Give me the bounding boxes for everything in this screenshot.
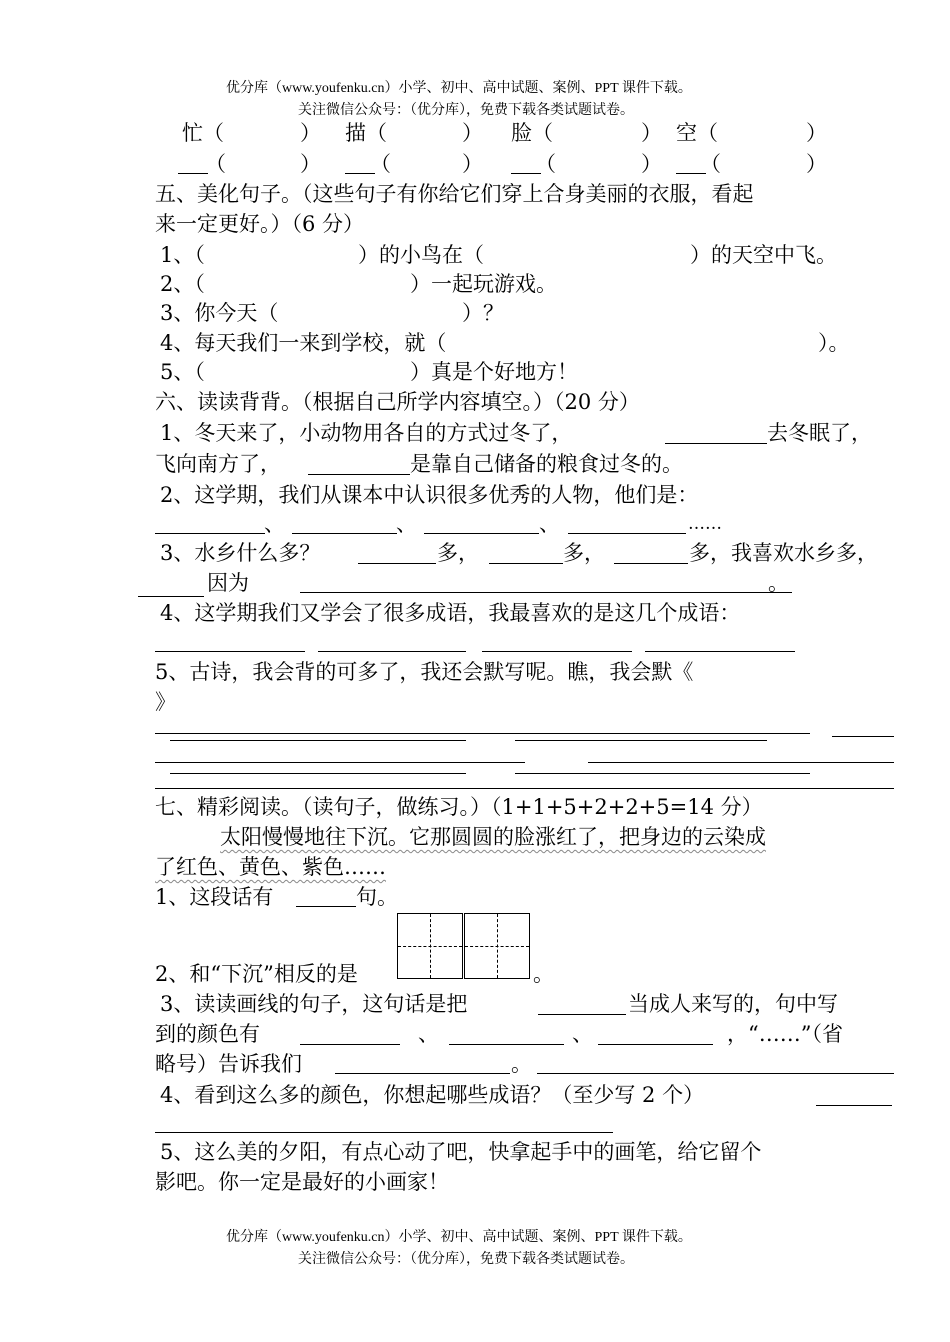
- blank-line[interactable]: [155, 762, 525, 763]
- blank-line[interactable]: [489, 563, 563, 564]
- q-text: ）一起玩游戏。: [410, 272, 557, 296]
- blank-line[interactable]: [537, 1073, 894, 1074]
- s7-q4-text: 4、看到这么多的颜色，你想起哪些成语？（至少写 2 个）: [160, 1083, 705, 1107]
- blank-line[interactable]: [568, 533, 686, 534]
- blank-line[interactable]: [665, 443, 767, 444]
- s7-q1-text: 句。: [356, 885, 398, 909]
- paren-close: ）: [462, 152, 483, 176]
- word-close: ）: [641, 121, 662, 145]
- s6-q3-text: 3、水乡什么多？: [160, 541, 321, 565]
- q-text: 4、每天我们一来到学校，就（: [160, 331, 447, 355]
- q-text: 1、（: [160, 243, 205, 267]
- s7-q5-text: 5、这么美的夕阳，有点心动了吧，快拿起手中的画笔，给它留个: [160, 1140, 762, 1164]
- s6-q1-text: 飞向南方了，: [155, 452, 281, 476]
- blank-line[interactable]: [449, 1044, 564, 1045]
- blank-line[interactable]: [515, 773, 810, 774]
- q-text: 2、（: [160, 272, 205, 296]
- word-close: ）: [806, 121, 827, 145]
- s7-q3-text: 当成人来写的，句中写: [628, 992, 838, 1016]
- word-close: ）: [300, 121, 321, 145]
- passage-line-1: 太阳慢慢地往下沉。它那圆圆的脸涨红了，把身边的云染成: [220, 825, 766, 849]
- blank-line[interactable]: [816, 1105, 892, 1106]
- blank-line[interactable]: [155, 733, 810, 734]
- paren-close: ）: [806, 152, 827, 176]
- s6-q1-text: 1、冬天来了，小动物用各自的方式过冬了，: [160, 421, 573, 445]
- passage-line-2: 了红色、黄色、紫色……: [155, 855, 386, 879]
- separator: 、: [539, 512, 560, 536]
- word-miao: 描（: [345, 121, 387, 145]
- paren-open: （: [205, 152, 226, 176]
- s7-q3-text: 。: [511, 1052, 532, 1076]
- blank-line[interactable]: [300, 1044, 400, 1045]
- section-5-title: 五、美化句子。（这些句子有你给它们穿上合身美丽的衣服，看起: [155, 182, 754, 206]
- q-text: ）。: [818, 331, 850, 355]
- blank-line[interactable]: [155, 1132, 613, 1133]
- writing-grid-cell-2[interactable]: [464, 913, 530, 979]
- footer-line-2: 关注微信公众号：（优分库），免费下载各类试题试卷。: [298, 1252, 634, 1267]
- word-mang: 忙（: [182, 121, 224, 145]
- blank-line[interactable]: [598, 1044, 713, 1045]
- paren-open: （: [370, 152, 391, 176]
- blank-line[interactable]: [318, 651, 466, 652]
- s6-q3-text: 多，: [437, 541, 479, 565]
- word-kong: 空（: [676, 121, 718, 145]
- ellipsis: ……: [688, 514, 722, 534]
- blank-line[interactable]: [155, 533, 265, 534]
- paren-open: （: [700, 152, 721, 176]
- separator: 、: [264, 512, 285, 536]
- separator: 、: [396, 512, 417, 536]
- section-7-title: 七、精彩阅读。（读句子，做练习。）（1+1+5+2+2+5=14 分）: [155, 795, 763, 819]
- blank-line[interactable]: [424, 533, 539, 534]
- blank-line[interactable]: [296, 906, 356, 907]
- s7-q2-text: 2、和“下沉”相反的是: [155, 962, 358, 986]
- word-lian: 脸（: [511, 121, 553, 145]
- s6-q2-text: 2、这学期，我们从课本中认识很多优秀的人物，他们是：: [160, 483, 699, 507]
- separator: 、: [418, 1022, 439, 1046]
- separator: 、: [572, 1022, 593, 1046]
- blank-line[interactable]: [515, 740, 767, 741]
- blank-line[interactable]: [300, 592, 792, 593]
- s7-q3-text: 到的颜色有: [155, 1022, 260, 1046]
- section-5-title-cont: 来一定更好。）（6 分）: [155, 212, 365, 236]
- blank-line[interactable]: [645, 651, 795, 652]
- s6-q3-text: 多，: [563, 541, 605, 565]
- blank-line[interactable]: [155, 788, 894, 789]
- s7-q2-text: 。: [533, 962, 554, 986]
- q-text: ）真是个好地方！: [410, 360, 578, 384]
- blank-line[interactable]: [538, 1014, 626, 1015]
- header-line-1: 优分库（www.youfenku.cn）小学、初中、高中试题、案例、PPT 课件下载。: [226, 81, 692, 96]
- s6-q4-text: 4、这学期我们又学会了很多成语，我最喜欢的是这几个成语：: [160, 601, 741, 625]
- blank-line[interactable]: [138, 596, 204, 597]
- q-text: 5、（: [160, 360, 205, 384]
- s6-q5-text: 》: [155, 690, 176, 714]
- grid-guide: [398, 946, 462, 947]
- q-text: ）？: [462, 301, 504, 325]
- blank-line[interactable]: [832, 736, 894, 737]
- q-text: ）的天空中飞。: [690, 243, 837, 267]
- s6-q1-text: 去冬眠了，: [767, 421, 872, 445]
- blank-line[interactable]: [335, 1073, 510, 1074]
- s7-q3-text: 3、读读画线的句子，这句话是把: [160, 992, 468, 1016]
- writing-grid-cell-1[interactable]: [397, 913, 463, 979]
- blank-line[interactable]: [178, 173, 208, 174]
- s7-q3-text: 略号）告诉我们: [155, 1052, 302, 1076]
- paren-close: ）: [641, 152, 662, 176]
- s7-q5-text: 影吧。你一定是最好的小画家！: [155, 1170, 449, 1194]
- q-text: 3、你今天（: [160, 301, 279, 325]
- header-line-2: 关注微信公众号：（优分库），免费下载各类试题试卷。: [298, 103, 634, 118]
- blank-line[interactable]: [358, 563, 436, 564]
- s6-q3-text: 因为: [207, 571, 249, 595]
- blank-line[interactable]: [588, 762, 894, 763]
- blank-line[interactable]: [170, 740, 466, 741]
- s7-q1-text: 1、这段话有: [155, 885, 274, 909]
- blank-line[interactable]: [614, 563, 688, 564]
- blank-line[interactable]: [170, 773, 466, 774]
- blank-line[interactable]: [308, 474, 410, 475]
- footer-line-1: 优分库（www.youfenku.cn）小学、初中、高中试题、案例、PPT 课件下载。: [226, 1230, 692, 1245]
- q-text: ）的小鸟在（: [358, 243, 484, 267]
- grid-guide: [465, 946, 529, 947]
- s7-q3-text: ，“……”（省: [727, 1022, 843, 1046]
- paren-open: （: [535, 152, 556, 176]
- s6-q1-text: 是靠自己储备的粮食过冬的。: [410, 452, 683, 476]
- s6-q3-text: 多，我喜欢水乡多，: [689, 541, 878, 565]
- section-6-title: 六、读读背背。（根据自己所学内容填空。）（20 分）: [155, 390, 640, 414]
- paren-close: ）: [300, 152, 321, 176]
- s6-q3-text: 。: [768, 571, 789, 595]
- blank-line[interactable]: [482, 651, 632, 652]
- word-close: ）: [462, 121, 483, 145]
- blank-line[interactable]: [292, 533, 397, 534]
- blank-line[interactable]: [155, 651, 305, 652]
- s6-q5-text: 5、古诗，我会背的可多了，我还会默写呢。瞧，我会默《: [155, 660, 694, 684]
